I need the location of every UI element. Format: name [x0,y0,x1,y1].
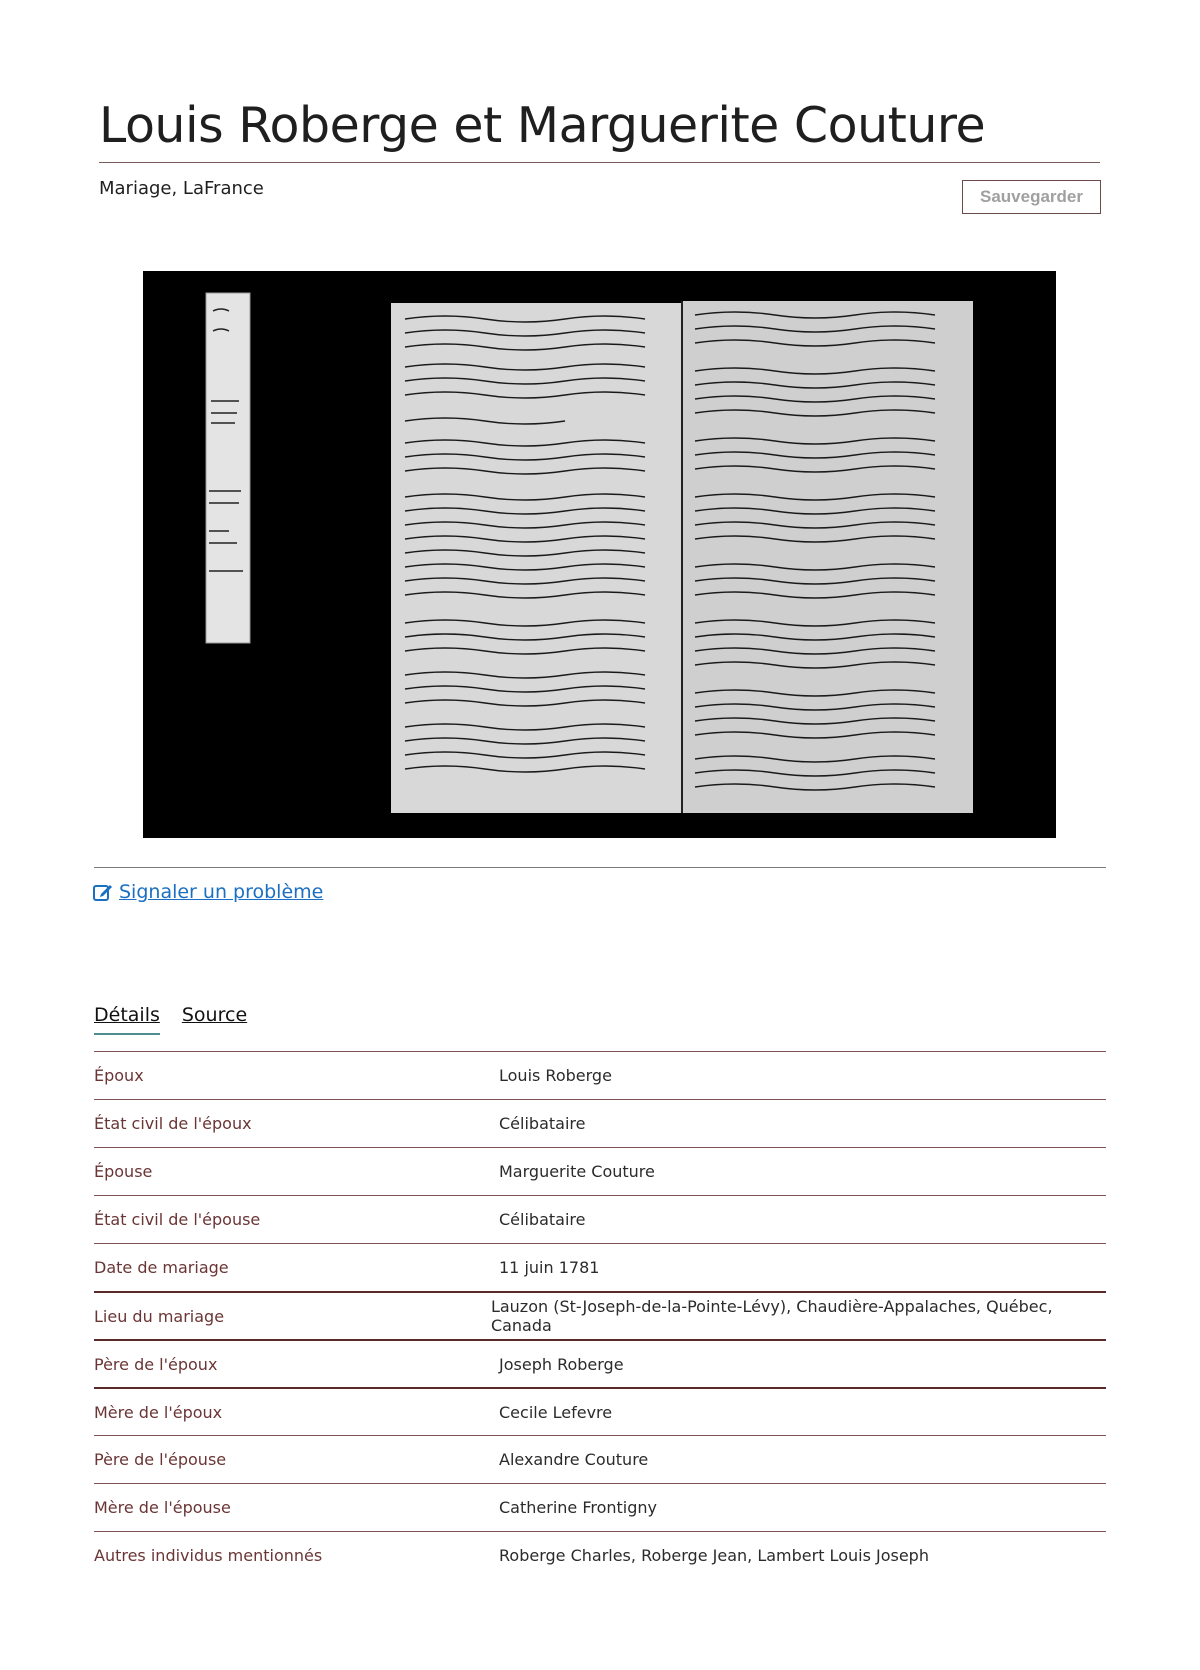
detail-label: État civil de l'époux [94,1114,252,1133]
detail-label: État civil de l'épouse [94,1210,261,1229]
detail-row [94,1099,1106,1147]
detail-row [94,1387,1106,1435]
detail-label: Père de l'époux [94,1354,218,1374]
detail-value: Cecile Lefevre [499,1402,613,1422]
detail-value: Célibataire [499,1114,586,1133]
detail-value: Roberge Charles, Roberge Jean, Lambert Louis Joseph [499,1546,929,1565]
detail-value: Célibataire [499,1210,586,1229]
detail-value: Alexandre Couture [499,1450,649,1469]
detail-row [94,1291,1106,1339]
record-subtitle: Mariage, LaFrance [99,178,264,199]
detail-label: Père de l'épouse [94,1450,227,1469]
detail-value: Catherine Frontigny [499,1498,658,1517]
detail-label: Épouse [94,1162,153,1181]
detail-value: Joseph Roberge [499,1354,624,1374]
detail-row [94,1243,1106,1291]
detail-label: Lieu du mariage [94,1306,225,1326]
report-problem-label: Signaler un problème [119,881,324,903]
detail-value: Louis Roberge [499,1066,612,1085]
title-divider [99,162,1100,163]
save-button[interactable]: Sauvegarder [962,180,1101,214]
section-divider [94,867,1106,868]
detail-label: Mère de l'épouse [94,1498,231,1517]
detail-value: Marguerite Couture [499,1162,655,1181]
report-problem-link[interactable] [93,880,323,904]
detail-row [94,1195,1106,1243]
edit-icon [93,882,113,902]
page-title: Louis Roberge et Marguerite Couture [99,97,986,154]
detail-value: 11 juin 1781 [499,1258,600,1277]
register-scan-image[interactable] [143,271,1056,838]
detail-label: Époux [94,1066,144,1085]
detail-row [94,1339,1106,1387]
detail-label: Mère de l'époux [94,1402,223,1422]
detail-label: Date de mariage [94,1258,229,1277]
register-scan-graphic [143,271,1056,838]
tab-source[interactable]: Source [181,1004,248,1026]
detail-value: Lauzon (St-Joseph-de-la-Pointe-Lévy), Chaudière-Appalaches, Québec, Canada [490,1297,1053,1335]
tab-details[interactable]: Détails [94,1003,160,1035]
details-table [94,1051,1106,1579]
detail-row [94,1435,1106,1483]
record-tabs [94,1003,247,1035]
detail-row [94,1051,1106,1099]
detail-label: Autres individus mentionnés [94,1546,323,1565]
detail-row [94,1147,1106,1195]
detail-row [94,1483,1106,1531]
detail-row [94,1531,1106,1579]
